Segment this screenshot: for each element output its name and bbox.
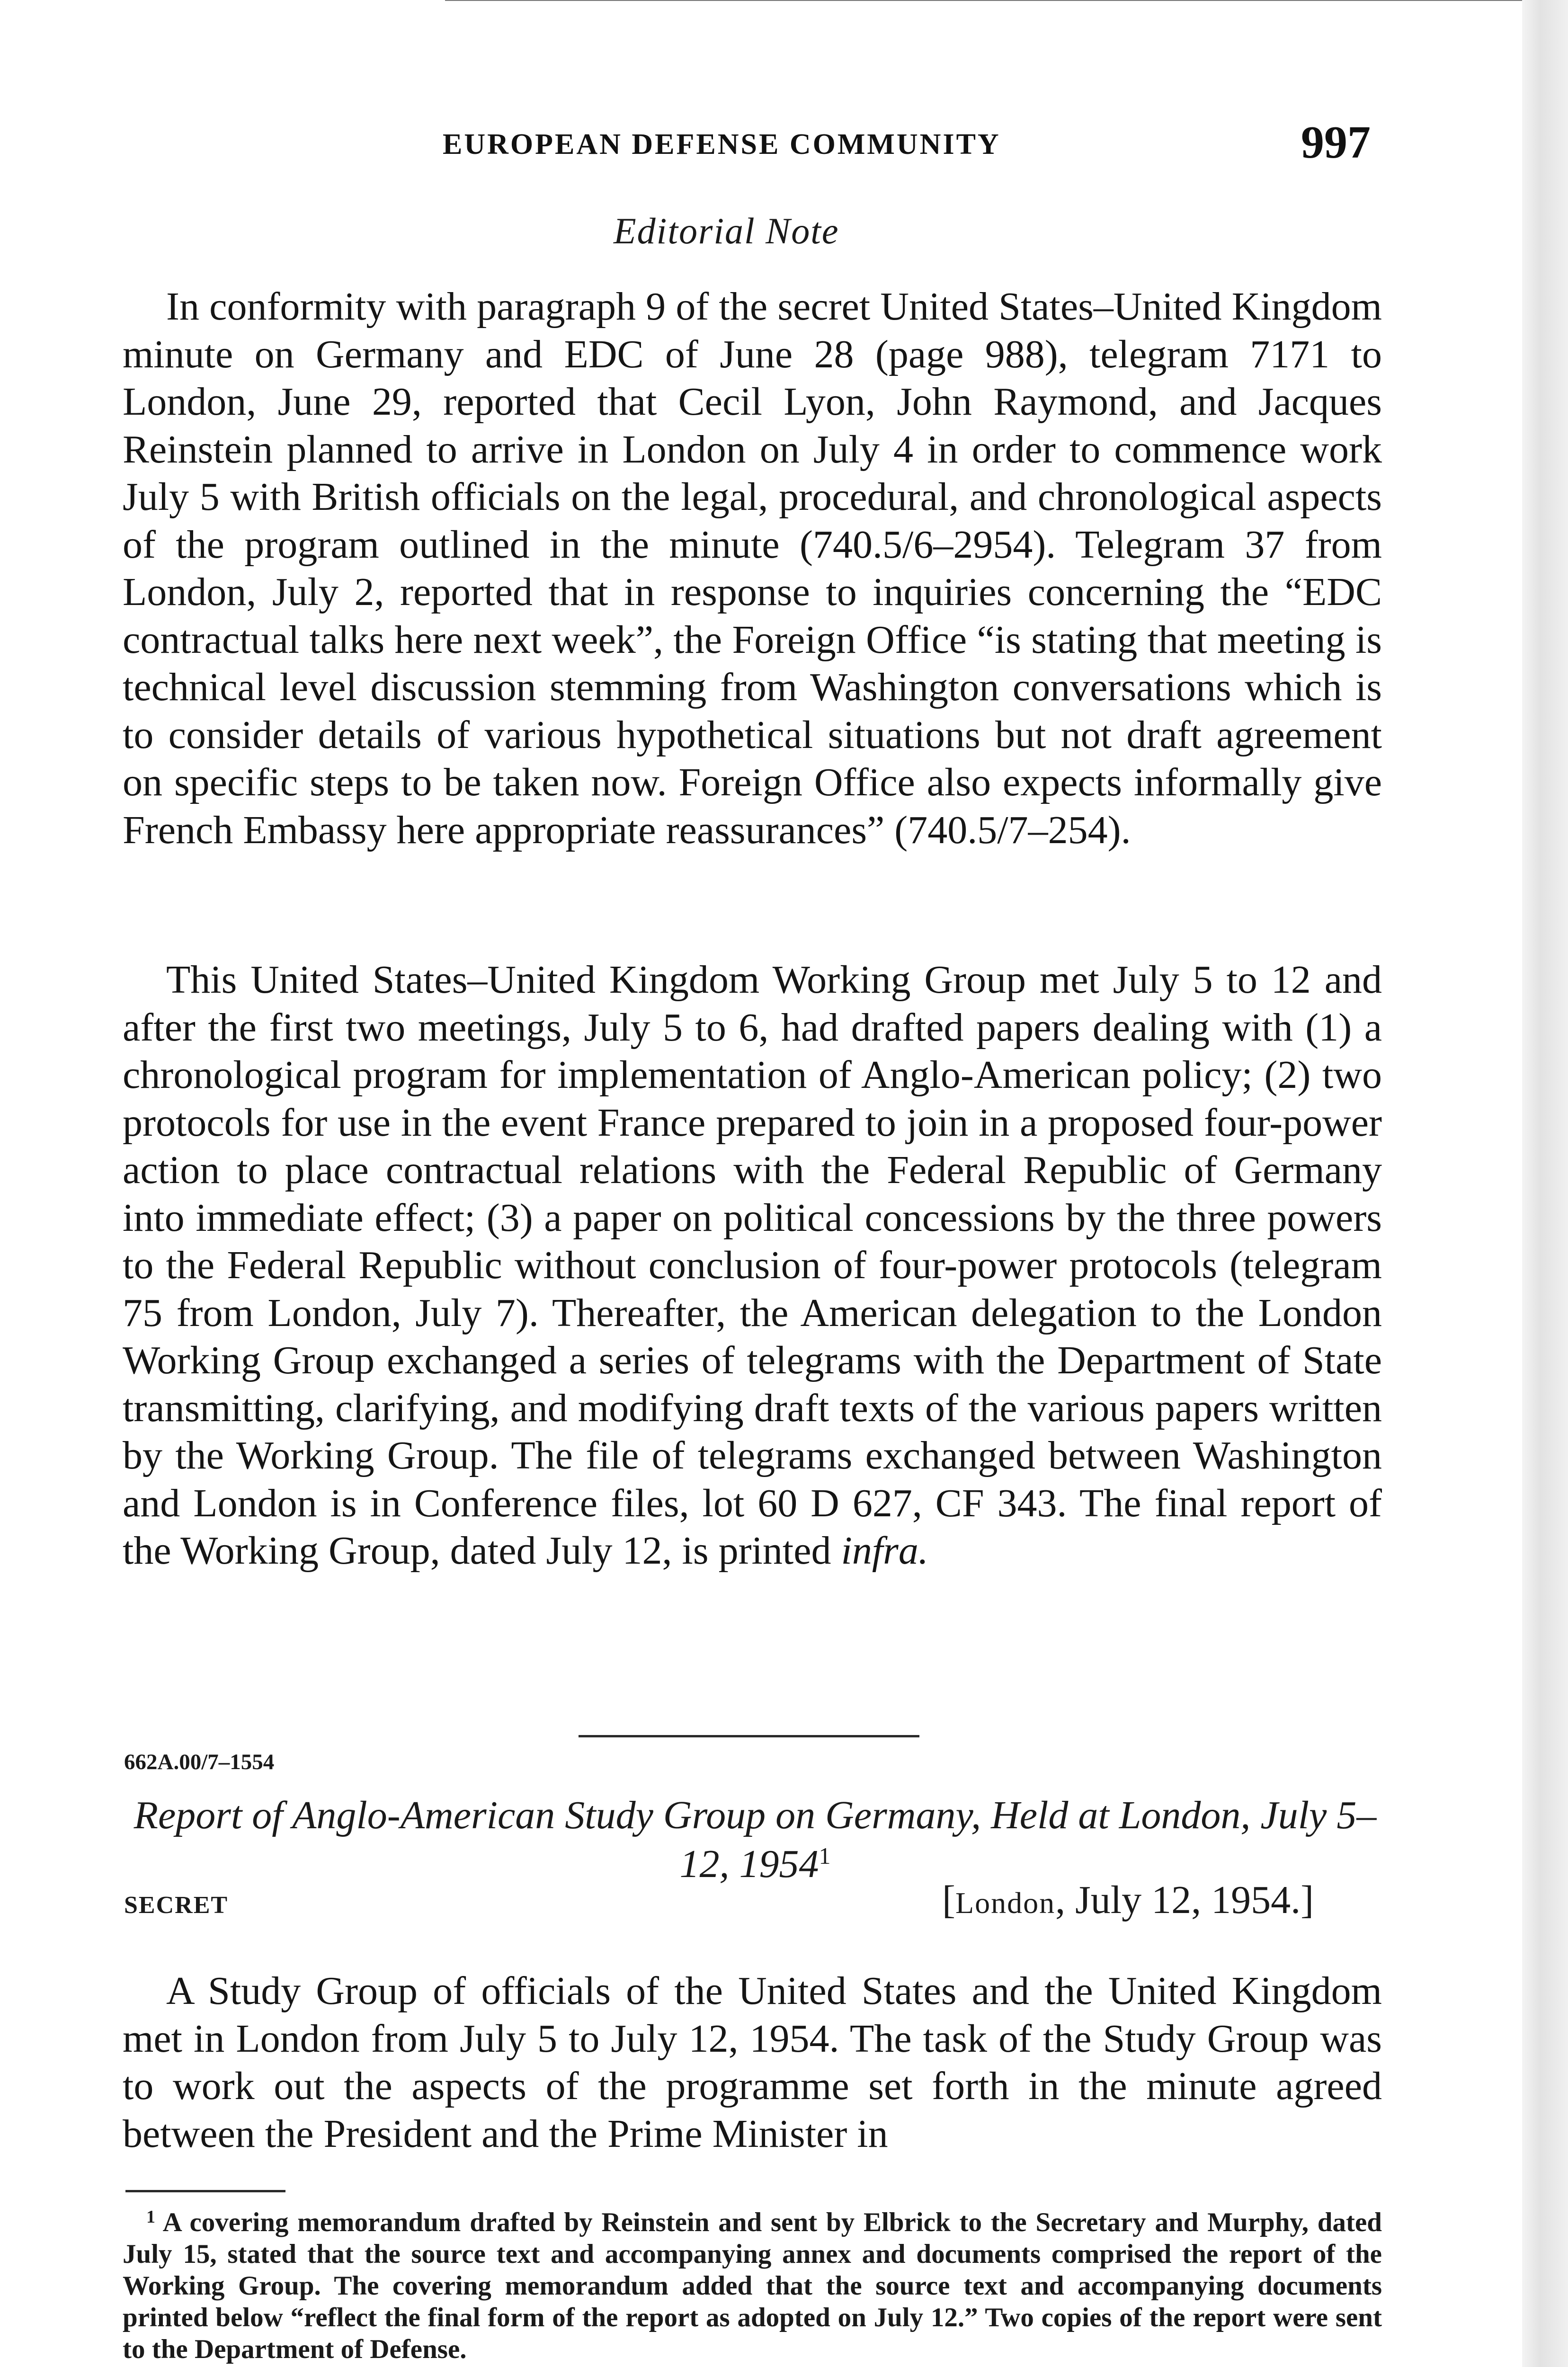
- place-bracket-open: [: [942, 1878, 955, 1922]
- section-divider: [579, 1735, 919, 1737]
- footnote-divider: [125, 2190, 285, 2192]
- editorial-paragraph-1: In conformity with paragraph 9 of the secret United States–United Kingdom minute on Germany and EDC of June 28 (page 988), telegram 7171 to London, June 29, reported that Cecil Lyon, John Raymond, and Jacques Reinstein planned to arrive in London on July 4 in order to commence work July 5 with British officials on the legal, procedural, and chronological aspects of the program outlined in the minute (740.5/6–2954). Telegram 37 from London, July 2, reported that in response to inquiries concerning the “EDC contractual talks here next week”, the Foreign Office “is stating that meeting is technical level discussion stemming from Washington conversations which is to consider details of various hypothetical situations but not draft agreement on specific steps to be taken now. Foreign Office also expects informally give French Embassy here appropriate reassurances” (740.5/7–254).: [123, 285, 1382, 852]
- document-file-id: 662A.00/7–1554: [124, 1750, 275, 1774]
- running-head: EUROPEAN DEFENSE COMMUNITY: [443, 128, 1001, 160]
- footnote: [123, 2207, 1382, 2365]
- page-binding-edge: [1522, 0, 1568, 2367]
- editorial-paragraph-2: [123, 956, 1382, 1575]
- footnote-text: A covering memorandum drafted by Reinstein and sent by Elbrick to the Secretary and Murphy, dated July 15, stated that the source text and accompanying annex and documents comprised the report of the Working Group. The covering memorandum added that the source text and accompanying documents printed below “reflect the final form of the report as adopted on July 12.” Two copies of the report were sent to the Department of Defense.: [123, 2207, 1382, 2364]
- editorial-note-title: Editorial Note: [614, 210, 839, 251]
- report-body-paragraph: A Study Group of officials of the United States and the United Kingdom met in London from July 5 to July 12, 1954. The task of the Study Group was to work out the aspects of the programme set forth in the minute agreed between the President and the Prime Minister in: [123, 1969, 1382, 2156]
- date-text: , July 12, 1954.]: [1055, 1878, 1314, 1922]
- document-title-text: Report of Anglo-American Study Group on Germany, Held at London, July 5–12, 1954: [134, 1793, 1377, 1886]
- classification-label: SECRET: [124, 1892, 229, 1919]
- top-edge-rule: [445, 0, 1568, 1]
- footnote-reference[interactable]: 1: [819, 1842, 831, 1869]
- place-name: London: [955, 1886, 1056, 1920]
- footnote-marker: 1: [146, 2207, 155, 2227]
- infra-italic: infra.: [841, 1529, 928, 1573]
- document-title: [128, 1791, 1382, 1888]
- place-date-line: [942, 1877, 1314, 1923]
- page-number: 997: [1301, 117, 1371, 168]
- editorial-paragraph-2-text: This United States–United Kingdom Working Group met July 5 to 12 and after the first two meetings, July 5 to 6, had drafted papers dealing with (1) a chronological program for implementation of Anglo-American policy; (2) two protocols for use in the event France prepared to join in a proposed four-power action to place contractual relations with the Federal Republic of Germany into immediate effect; (3) a paper on political concessions by the three powers to the Federal Republic without conclusion of four-power protocols (telegram 75 from London, July 7). Thereafter, the American delegation to the London Working Group exchanged a series of telegrams with the Department of State transmitting, clarifying, and modifying draft texts of the various papers written by the Working Group. The file of telegrams exchanged between Washington and London is in Conference files, lot 60 D 627, CF 343. The final report of the Working Group, dated July 12, is printed: [123, 958, 1382, 1573]
